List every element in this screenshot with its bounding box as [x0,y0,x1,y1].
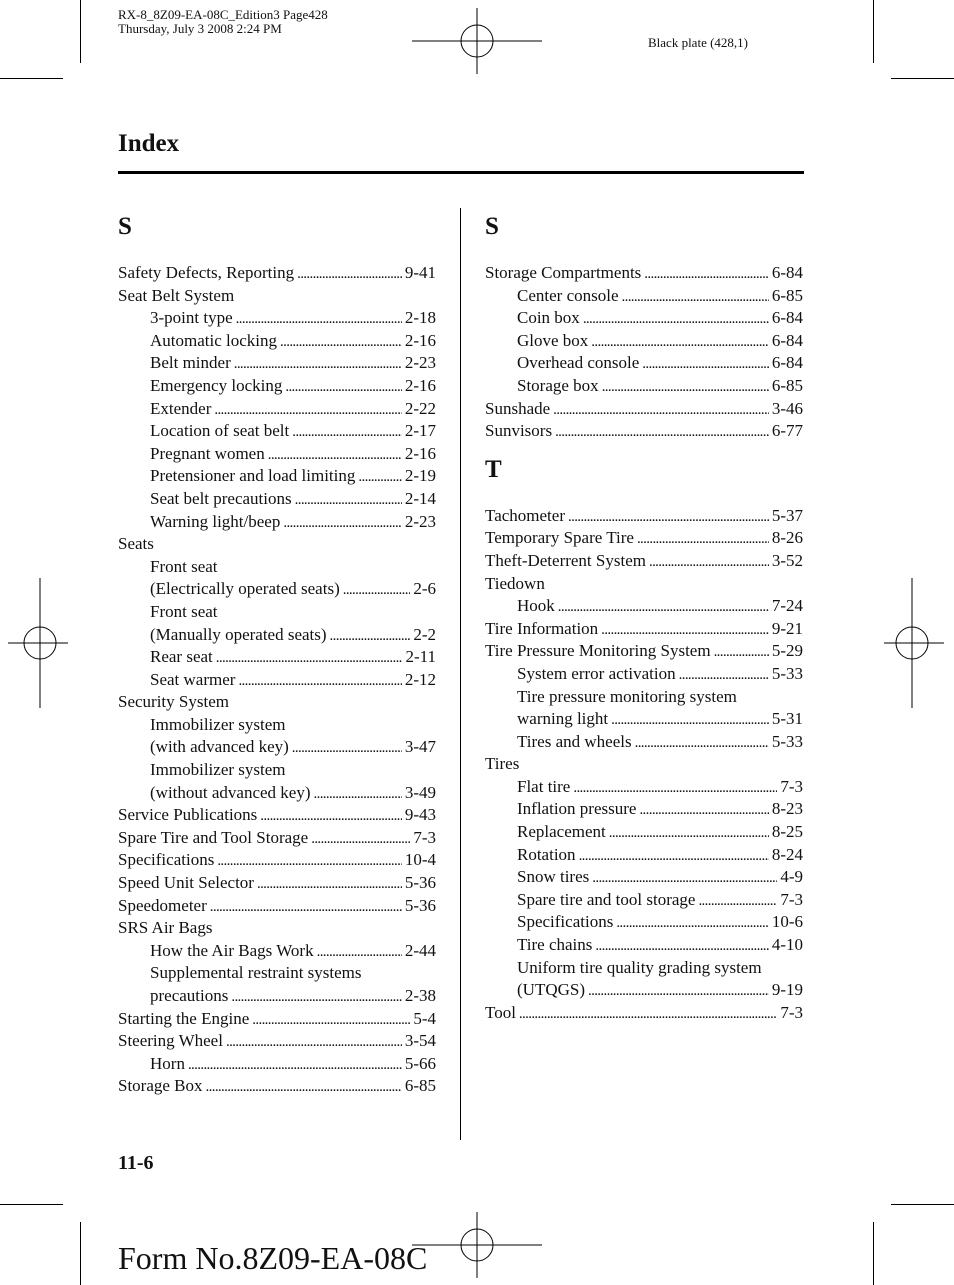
entry-label: Tires [485,754,520,774]
plate-label: Black plate (428,1) [648,35,748,50]
entry-page-ref: 6-85 [404,1076,436,1096]
entry-page-ref: 2-23 [404,511,436,531]
entry-label: Emergency locking [150,375,283,395]
entry-label: Speedometer [118,895,207,915]
index-entry [118,962,436,985]
index-entry [485,375,803,398]
dot-leader [238,669,401,692]
index-column-right [485,210,803,1024]
index-entry-list [485,505,803,1025]
entry-label: Pretensioner and load limiting [150,466,356,486]
entry-page-ref: 6-84 [771,263,803,282]
entry-page-ref: 3-49 [404,782,436,802]
entry-page-ref: 2-19 [404,466,436,486]
entry-label: Safety Defects, Reporting [118,263,295,282]
section-letter: S [485,213,499,240]
entry-label: Immobilizer system [150,760,286,780]
index-entry [118,1053,436,1076]
entry-page-ref: 2-23 [404,353,436,373]
entry-page-ref: 5-36 [404,895,436,915]
entry-label: Replacement [517,822,606,842]
index-entry [485,934,803,957]
registration-mark-bottom-icon [412,1212,542,1278]
entry-page-ref: 3-46 [771,398,803,418]
index-entry [118,736,436,759]
entry-label: Immobilizer system [150,714,286,734]
dot-leader [592,866,777,889]
entry-label: Pregnant women [150,443,265,463]
dot-leader [292,420,402,443]
index-entry [485,618,803,641]
index-entry [118,533,436,556]
index-entry [118,1008,436,1031]
entry-label: Starting the Engine [118,1008,250,1028]
index-entry [485,753,803,776]
index-column-left [118,210,436,1098]
index-entry [118,443,436,466]
entry-page-ref: 6-85 [771,285,803,305]
entry-label: (without advanced key) [150,782,311,802]
entry-page-ref: 7-3 [780,776,803,796]
index-entry [485,262,803,285]
index-entry [485,420,803,443]
index-entry [485,957,803,980]
dot-leader [595,934,768,957]
registration-mark-top-icon [412,8,542,74]
dot-leader [188,1053,402,1076]
index-entry [485,911,803,934]
entry-label: Theft-Deterrent System [485,550,646,570]
dot-leader [214,398,401,421]
index-entry [118,601,436,624]
index-entry [485,1002,803,1025]
dot-leader [573,776,777,799]
index-entry [118,872,436,895]
file-info [118,8,328,36]
entry-label: Tire chains [517,935,593,955]
entry-page-ref: 5-33 [771,663,803,683]
entry-page-ref: 5-4 [413,1008,436,1028]
crop-mark-bottom-left-v [80,1222,81,1285]
entry-label: Spare Tire and Tool Storage [118,827,309,847]
page-number: 11-6 [118,1152,154,1174]
index-entry [485,352,803,375]
entry-label: How the Air Bags Work [150,940,314,960]
entry-label: Inflation pressure [517,799,637,819]
dot-leader [611,708,769,731]
dot-leader [236,307,402,330]
entry-page-ref: 9-21 [771,618,803,638]
dot-leader [283,511,401,534]
index-entry [118,352,436,375]
index-entry [118,849,436,872]
index-entry [118,488,436,511]
crop-mark-bottom-right-h [891,1204,954,1205]
dot-leader [622,285,769,308]
dot-leader [343,578,411,601]
dot-leader [698,889,777,912]
entry-label: Sunvisors [485,421,553,441]
index-entry [118,624,436,647]
entry-label: Rotation [517,844,576,864]
entry-page-ref: 5-29 [771,641,803,661]
dot-leader [602,375,769,398]
entry-label: Horn [150,1053,185,1073]
entry-page-ref: 6-84 [771,308,803,328]
index-entry [485,776,803,799]
entry-page-ref: 5-36 [404,873,436,893]
dot-leader [234,352,402,375]
index-entry [118,691,436,714]
index-entry [485,285,803,308]
entry-label: Tiedown [485,573,545,593]
index-entry [485,595,803,618]
index-entry [485,550,803,573]
entry-page-ref: 3-52 [771,550,803,570]
dot-leader [257,872,402,895]
entry-page-ref: 7-24 [771,596,803,616]
entry-label: Specifications [118,850,215,870]
index-entry [485,527,803,550]
entry-page-ref: 3-54 [404,1031,436,1051]
dot-leader [297,262,402,285]
entry-page-ref: 6-77 [771,421,803,441]
entry-label: Extender [150,398,212,418]
entry-page-ref: 2-22 [404,398,436,418]
entry-page-ref: 8-23 [771,799,803,819]
dot-leader [553,398,769,421]
index-entry [118,759,436,782]
entry-page-ref: 2-11 [405,647,436,667]
index-entry [118,714,436,737]
dot-leader [311,827,410,850]
entry-page-ref: 6-85 [771,375,803,395]
dot-leader [314,782,402,805]
entry-label: Flat tire [517,776,571,796]
registration-mark-right-icon [884,578,944,708]
index-entry [485,686,803,709]
entry-page-ref: 4-9 [780,867,803,887]
dot-leader [642,352,769,375]
entry-page-ref: 6-84 [771,330,803,350]
dot-leader [210,895,402,918]
entry-label: Supplemental restraint systems [150,963,362,983]
column-divider [460,208,461,1140]
dot-leader [206,1075,402,1098]
dot-leader [635,731,769,754]
entry-label: Front seat [150,556,218,576]
entry-page-ref: 2-18 [404,308,436,328]
registration-mark-left-icon [8,578,68,708]
entry-page-ref: 2-17 [404,421,436,441]
crop-mark-bottom-left-h [0,1204,63,1205]
crop-mark-top-right-v [873,0,874,63]
dot-leader [649,550,769,573]
section-letter: S [118,213,132,240]
index-entry [118,420,436,443]
entry-label: Center console [517,285,619,305]
index-entry [118,375,436,398]
entry-page-ref: 2-6 [413,579,436,599]
index-entry [118,465,436,488]
dot-leader [601,618,769,641]
index-entry [118,262,436,285]
entry-label: Seat warmer [150,669,236,689]
entry-page-ref: 9-43 [404,805,436,825]
entry-label: (Electrically operated seats) [150,579,340,599]
entry-label: Security System [118,692,229,712]
entry-page-ref: 6-84 [771,353,803,373]
dot-leader [639,798,768,821]
entry-label: Tire Pressure Monitoring System [485,641,711,661]
dot-leader [268,443,402,466]
index-entry [485,398,803,421]
entry-label: Service Publications [118,805,258,825]
entry-label: Tire pressure monitoring system [517,686,737,706]
entry-page-ref: 5-31 [771,709,803,729]
entry-label: Overhead console [517,353,640,373]
index-entry [118,804,436,827]
index-entry [118,646,436,669]
dot-leader [583,307,769,330]
dot-leader [714,640,769,663]
entry-page-ref: 2-12 [404,669,436,689]
entry-label: Tachometer [485,505,565,525]
dot-leader [280,330,402,353]
entry-page-ref: 8-25 [771,822,803,842]
file-info-line2: Thursday, July 3 2008 2:24 PM [118,21,282,36]
dot-leader [260,804,402,827]
entry-label: (Manually operated seats) [150,624,327,644]
crop-mark-top-left-v [80,0,81,63]
entry-page-ref: 4-10 [771,935,803,955]
entry-label: SRS Air Bags [118,918,213,938]
index-entry [118,895,436,918]
dot-leader [226,1030,402,1053]
dot-leader [616,911,769,934]
dot-leader [358,465,401,488]
crop-mark-bottom-right-v [873,1222,874,1285]
entry-label: Automatic locking [150,330,278,350]
dot-leader [591,330,769,353]
entry-label: warning light [517,709,609,729]
dot-leader [637,527,769,550]
entry-page-ref: 10-4 [404,850,436,870]
index-entry [485,640,803,663]
entry-page-ref: 2-16 [404,375,436,395]
entry-label: Temporary Spare Tire [485,528,634,548]
entry-label: Spare tire and tool storage [517,889,696,909]
entry-label: Seat Belt System [118,285,235,305]
entry-label: Belt minder [150,353,231,373]
entry-page-ref: 2-44 [404,940,436,960]
page-title: Index [118,130,180,157]
entry-label: Speed Unit Selector [118,873,254,893]
crop-mark-top-right-h [891,78,954,79]
entry-label: Seats [118,534,154,554]
entry-page-ref: 8-24 [771,844,803,864]
entry-page-ref: 2-2 [413,624,436,644]
entry-label: Tool [485,1002,516,1022]
entry-label: Front seat [150,601,218,621]
index-entry [118,511,436,534]
index-entry-list [485,262,803,443]
dot-leader [330,624,411,647]
index-entry [118,285,436,308]
index-entry [118,1075,436,1098]
entry-page-ref: 5-37 [771,505,803,525]
dot-leader [217,849,402,872]
entry-label: Uniform tire quality grading system [517,957,762,977]
index-entry [118,669,436,692]
dot-leader [555,420,769,443]
index-entry [118,578,436,601]
entry-label: Snow tires [517,867,590,887]
entry-label: Seat belt precautions [150,488,292,508]
entry-page-ref: 3-47 [404,737,436,757]
dot-leader [285,375,401,398]
entry-page-ref: 5-66 [404,1053,436,1073]
dot-leader [679,663,769,686]
dot-leader [252,1008,410,1031]
index-entry [485,979,803,1002]
dot-leader [295,488,402,511]
index-entry [118,330,436,353]
index-entry [485,798,803,821]
index-entry [485,821,803,844]
dot-leader [519,1002,777,1025]
index-entry [485,866,803,889]
index-entry [485,573,803,596]
index-entry [485,889,803,912]
index-entry [485,731,803,754]
dot-leader [644,262,769,285]
entry-page-ref: 7-3 [780,1002,803,1022]
entry-label: Warning light/beep [150,511,281,531]
index-entry-list [118,262,436,1098]
index-entry [118,782,436,805]
index-entry [485,330,803,353]
index-entry [118,398,436,421]
dot-leader [588,979,769,1002]
entry-page-ref: 5-33 [771,731,803,751]
dot-leader [558,595,769,618]
entry-label: Storage Compartments [485,263,642,282]
entry-label: Steering Wheel [118,1031,223,1051]
section-letter: T [485,455,502,483]
index-entry [118,1030,436,1053]
dot-leader [568,505,769,528]
entry-label: Location of seat belt [150,421,290,441]
index-entry [118,307,436,330]
dot-leader [292,736,402,759]
entry-label: Sunshade [485,398,551,418]
file-info-line1: RX-8_8Z09-EA-08C_Edition3 Page428 [118,7,328,22]
entry-label: precautions [150,986,229,1005]
entry-page-ref: 7-3 [780,889,803,909]
entry-label: Specifications [517,912,614,932]
title-rule [118,171,804,174]
entry-page-ref: 2-16 [404,330,436,350]
entry-label: Storage box [517,375,599,395]
entry-label: 3-point type [150,308,233,328]
entry-label: (UTQGS) [517,980,585,1000]
index-entry [118,827,436,850]
index-entry [118,985,436,1008]
entry-label: System error activation [517,663,676,683]
dot-leader [317,940,402,963]
entry-page-ref: 10-6 [771,912,803,932]
entry-label: Tire Information [485,618,599,638]
entry-label: (with advanced key) [150,737,289,757]
entry-label: Glove box [517,330,589,350]
crop-mark-top-left-h [0,78,63,79]
index-entry [485,307,803,330]
index-entry [485,844,803,867]
entry-page-ref: 9-19 [771,980,803,1000]
index-entry [118,556,436,579]
index-entry [485,505,803,528]
entry-page-ref: 2-16 [404,443,436,463]
dot-leader [609,821,769,844]
entry-label: Storage Box [118,1076,203,1096]
entry-page-ref: 9-41 [404,263,436,282]
entry-label: Coin box [517,308,580,328]
index-entry [118,917,436,940]
dot-leader [231,985,401,1008]
entry-label: Tires and wheels [517,731,632,751]
index-entry [485,708,803,731]
entry-page-ref: 2-38 [404,986,436,1005]
form-number: Form No.8Z09-EA-08C [118,1240,428,1276]
entry-label: Rear seat [150,647,213,667]
index-entry [118,940,436,963]
entry-page-ref: 7-3 [413,827,436,847]
entry-page-ref: 8-26 [771,528,803,548]
dot-leader [579,844,769,867]
index-entry [485,663,803,686]
entry-page-ref: 2-14 [404,488,436,508]
entry-label: Hook [517,596,555,616]
dot-leader [216,646,403,669]
